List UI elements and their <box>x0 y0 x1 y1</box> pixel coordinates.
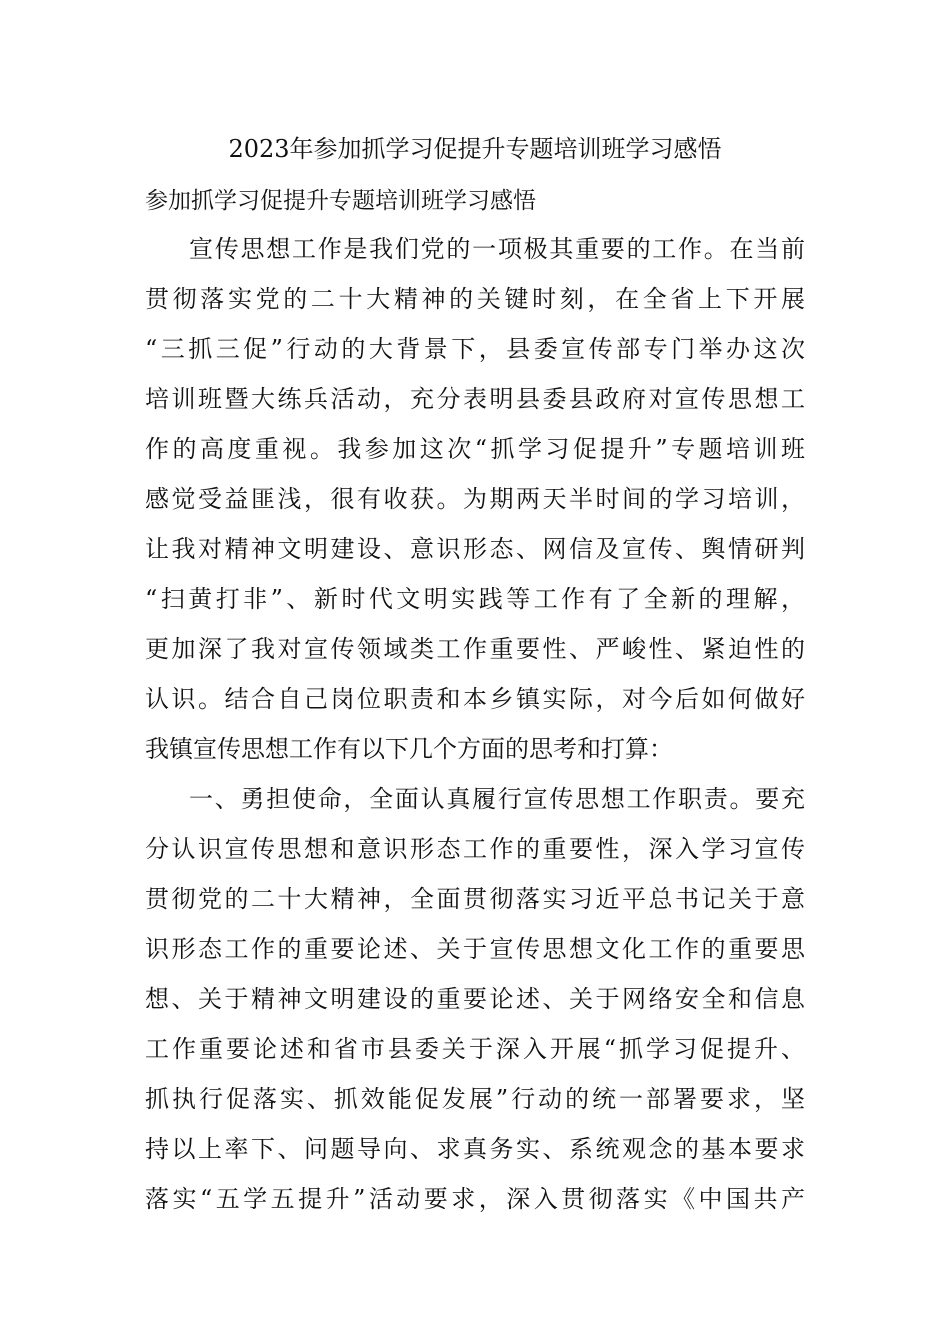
paragraph-line: 贯彻党的二十大精神，全面贯彻落实习近平总书记关于意 <box>145 885 805 913</box>
paragraph-line: 工作重要论述和省市县委关于深入开展“抓学习促提升、 <box>145 1035 805 1063</box>
paragraph-line: “三抓三促”行动的大背景下，县委宣传部专门举办这次 <box>145 335 805 363</box>
paragraph-line: 让我对精神文明建设、意识形态、网信及宣传、舆情研判 <box>145 535 805 563</box>
paragraph-line: 培训班暨大练兵活动，充分表明县委县政府对宣传思想工 <box>145 385 805 413</box>
paragraph-line: “扫黄打非”、新时代文明实践等工作有了全新的理解， <box>145 585 805 613</box>
paragraph-line: 认识。结合自己岗位职责和本乡镇实际，对今后如何做好 <box>145 685 805 713</box>
paragraph-line: 分认识宣传思想和意识形态工作的重要性，深入学习宣传 <box>145 835 805 863</box>
paragraph-line: 识形态工作的重要论述、关于宣传思想文化工作的重要思 <box>145 935 805 963</box>
paragraph-line: 落实“五学五提升”活动要求，深入贯彻落实《中国共产 <box>145 1185 805 1213</box>
paragraph-line: 感觉受益匪浅，很有收获。为期两天半时间的学习培训， <box>145 485 805 513</box>
document-title: 2023年参加抓学习促提升专题培训班学习感悟 <box>228 135 722 163</box>
paragraph-line: 一、勇担使命，全面认真履行宣传思想工作职责。要充 <box>189 785 805 813</box>
paragraph-line: 作的高度重视。我参加这次“抓学习促提升”专题培训班 <box>145 435 805 463</box>
paragraph-line: 宣传思想工作是我们党的一项极其重要的工作。在当前 <box>189 235 805 263</box>
paragraph-line: 持以上率下、问题导向、求真务实、系统观念的基本要求 <box>145 1135 805 1163</box>
paragraph-line: 我镇宣传思想工作有以下几个方面的思考和打算： <box>145 735 673 763</box>
paragraph-line: 更加深了我对宣传领域类工作重要性、严峻性、紧迫性的 <box>145 635 805 663</box>
document-subtitle: 参加抓学习促提升专题培训班学习感悟 <box>145 188 536 214</box>
paragraph-line: 想、关于精神文明建设的重要论述、关于网络安全和信息 <box>145 985 805 1013</box>
paragraph-line: 贯彻落实党的二十大精神的关键时刻，在全省上下开展 <box>145 285 805 313</box>
paragraph-line: 抓执行促落实、抓效能促发展”行动的统一部署要求，坚 <box>145 1085 805 1113</box>
